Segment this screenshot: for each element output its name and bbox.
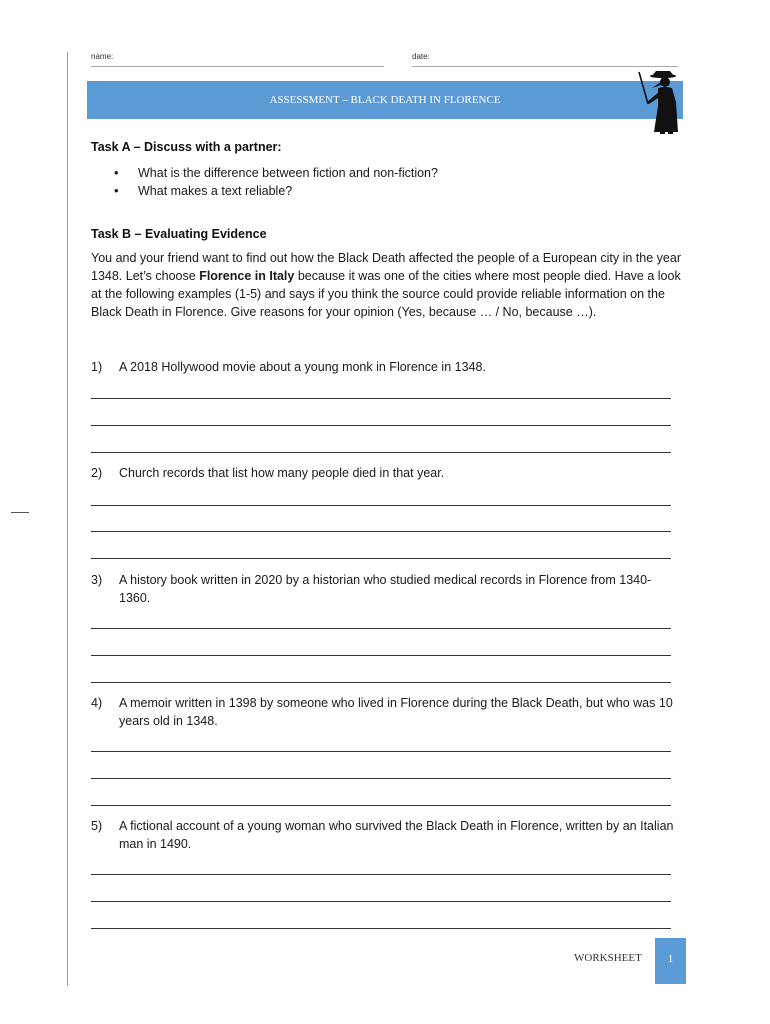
answer-line[interactable]	[91, 778, 671, 779]
margin-rule	[67, 52, 68, 986]
question-2	[91, 464, 681, 482]
list-item: • What makes a text reliable?	[112, 182, 438, 200]
intro-bold-text: Florence in Italy	[199, 269, 295, 283]
answer-line[interactable]	[91, 874, 671, 875]
question-text: A history book written in 2020 by a historian who studied medical records in Florence from 1340-1360.	[119, 573, 652, 605]
answer-line[interactable]	[91, 558, 671, 559]
question-5	[91, 817, 681, 853]
title-banner	[87, 81, 683, 119]
answer-line[interactable]	[91, 901, 671, 902]
intro-text: You and your friend want to find out how the Black Death affected the people of a European city in the year 1348. Let’s choose	[91, 251, 681, 283]
answer-line[interactable]	[91, 452, 671, 453]
side-tick-mark	[11, 512, 29, 513]
answer-line[interactable]	[91, 505, 671, 506]
answer-line[interactable]	[91, 655, 671, 656]
task-a-heading: Task A – Discuss with a partner:	[91, 140, 282, 154]
question-number: 4)	[91, 696, 103, 710]
answer-line[interactable]	[91, 928, 671, 929]
answer-line[interactable]	[91, 682, 671, 683]
task-b-heading: Task B – Evaluating Evidence	[91, 227, 267, 241]
question-1	[91, 358, 681, 376]
list-item: • What is the difference between fiction and non-fiction?	[112, 164, 438, 182]
answer-line[interactable]	[91, 751, 671, 752]
answer-line[interactable]	[91, 531, 671, 532]
answer-line[interactable]	[91, 805, 671, 806]
page-title: ASSESSMENT – BLACK DEATH IN FLORENCE	[269, 94, 501, 106]
answer-line[interactable]	[91, 398, 671, 399]
question-number: 2)	[91, 466, 103, 480]
plague-doctor-icon	[632, 66, 690, 136]
page-number: 1	[667, 953, 674, 965]
name-line[interactable]	[91, 66, 384, 67]
question-number: 1)	[91, 360, 103, 374]
question-4	[91, 694, 681, 730]
page-number-badge	[655, 938, 686, 984]
name-label: name:	[91, 52, 114, 61]
question-3	[91, 571, 681, 607]
answer-line[interactable]	[91, 425, 671, 426]
date-label: date:	[412, 52, 430, 61]
question-text: A memoir written in 1398 by someone who lived in Florence during the Black Death, but who was 10 years old in 1348.	[119, 696, 673, 728]
question-number: 3)	[91, 573, 103, 587]
question-text: Church records that list how many people died in that year.	[119, 466, 445, 480]
intro-text: because it was one of the cities where most people died. Have a look at the following examples (1-5) and says if you think the source could provide reliable information on the Black Death in Florence. Give reasons for your opinion (Yes, because … / No, because …).	[91, 269, 681, 319]
question-text: A fictional account of a young woman who survived the Black Death in Florence, written by an Italian man in 1490.	[119, 819, 674, 851]
task-a-bullet-list	[112, 164, 438, 200]
question-number: 5)	[91, 819, 103, 833]
task-b-intro	[91, 249, 681, 321]
footer-worksheet-label: WORKSHEET	[574, 952, 642, 964]
answer-line[interactable]	[91, 628, 671, 629]
question-text: A 2018 Hollywood movie about a young monk in Florence in 1348.	[119, 360, 486, 374]
